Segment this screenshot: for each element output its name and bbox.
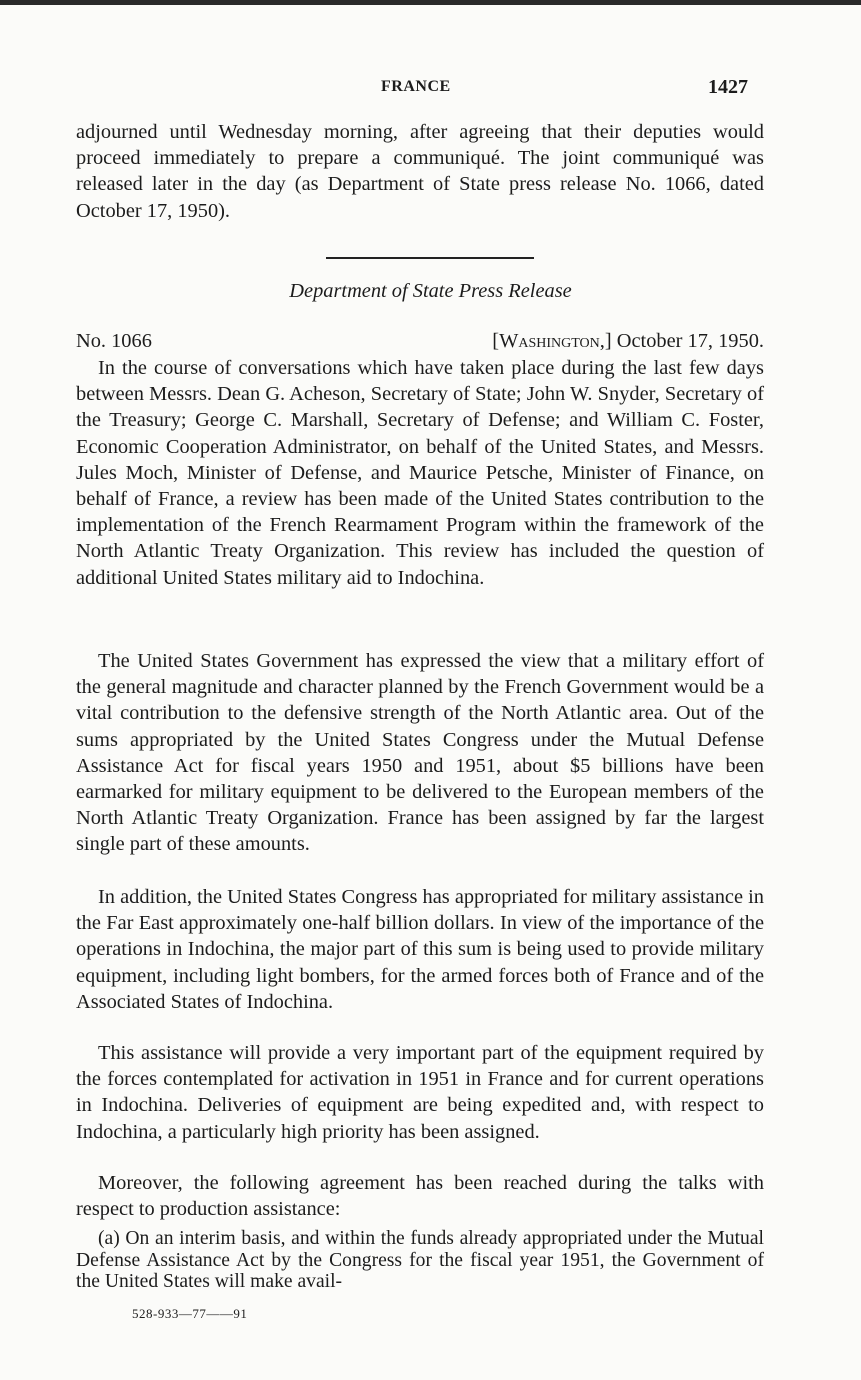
place-and-date: [Washington,] October 17, 1950. <box>492 330 764 352</box>
paragraph-us-view: The United States Government has expressed the view that a military effort of the general magnitude and character planned by the French Government would be a vital contribution to the defensive strength of the North Atlantic area. Out of the sums appropriated by the United States Congress under the Mutual Defense Assistance Act for fiscal years 1950 and 1951, about $5 billions have been earmarked for military equipment to be delivered to the European members of the North Atlantic Treaty Organization. France has been assigned by far the largest single part of these amounts. <box>76 650 764 856</box>
paragraph-conversations: In the course of conversations which have taken place during the last few days between Messrs. Dean G. Acheson, Secretary of State; John W. Snyder, Secretary of the Treasury; George C. Marshall, Secretary of Defense; and William C. Foster, Economic Cooperation Administrator, on behalf of the United States, and Messrs. Jules Moch, Minister of Defense, and Maurice Petsche, Minister of Finance, on behalf of France, a review has been made of the United States contribution to the implementation of the French Rearmament Program within the framework of the North Atlantic Treaty Organization. This review has included the question of additional United States military aid to Indochina. <box>76 357 764 589</box>
intro-paragraph: adjourned until Wednesday morning, after agreeing that their deputies would proceed immediately to prepare a communiqué. The joint communiqué was released later in the day (as Department of State press release No. 1066, dated October 17, 1950). <box>76 121 764 222</box>
paragraph-assistance: This assistance will provide a very important part of the equipment required by the forces contemplated for activation in 1951 in France and for current operations in Indochina. Deliveries of equipment are being expedited and, with respect to Indochina, a particularly high priority has been assigned. <box>76 1042 764 1143</box>
item-a-paragraph: (a) On an interim basis, and within the funds already appropriated under the Mutual Defense Assistance Act by the Congress for the fiscal year 1951, the Government of the United States will make avail- <box>76 1228 764 1292</box>
footer-code: 528-933—77——91 <box>132 1306 248 1321</box>
page-number: 1427 <box>708 76 748 98</box>
paragraph-agreement: Moreover, the following agreement has been reached during the talks with respect to production assistance: <box>76 1172 764 1221</box>
paragraph-far-east: In addition, the United States Congress has appropriated for military assistance in the Far East approximately one-half billion dollars. In view of the importance of the operations in Indochina, the major part of this sum is being used to provide military equipment, including light bombers, for the armed forces both of France and of the Associated States of Indochina. <box>76 886 764 1013</box>
section-divider <box>326 257 534 259</box>
page-top-border <box>0 0 861 5</box>
place: Washington, <box>499 330 605 352</box>
running-header <box>0 76 861 104</box>
release-number: No. 1066 <box>76 330 152 352</box>
running-title: FRANCE <box>381 78 451 95</box>
release-date: October 17, 1950. <box>616 330 764 352</box>
section-title: Department of State Press Release <box>289 280 572 302</box>
